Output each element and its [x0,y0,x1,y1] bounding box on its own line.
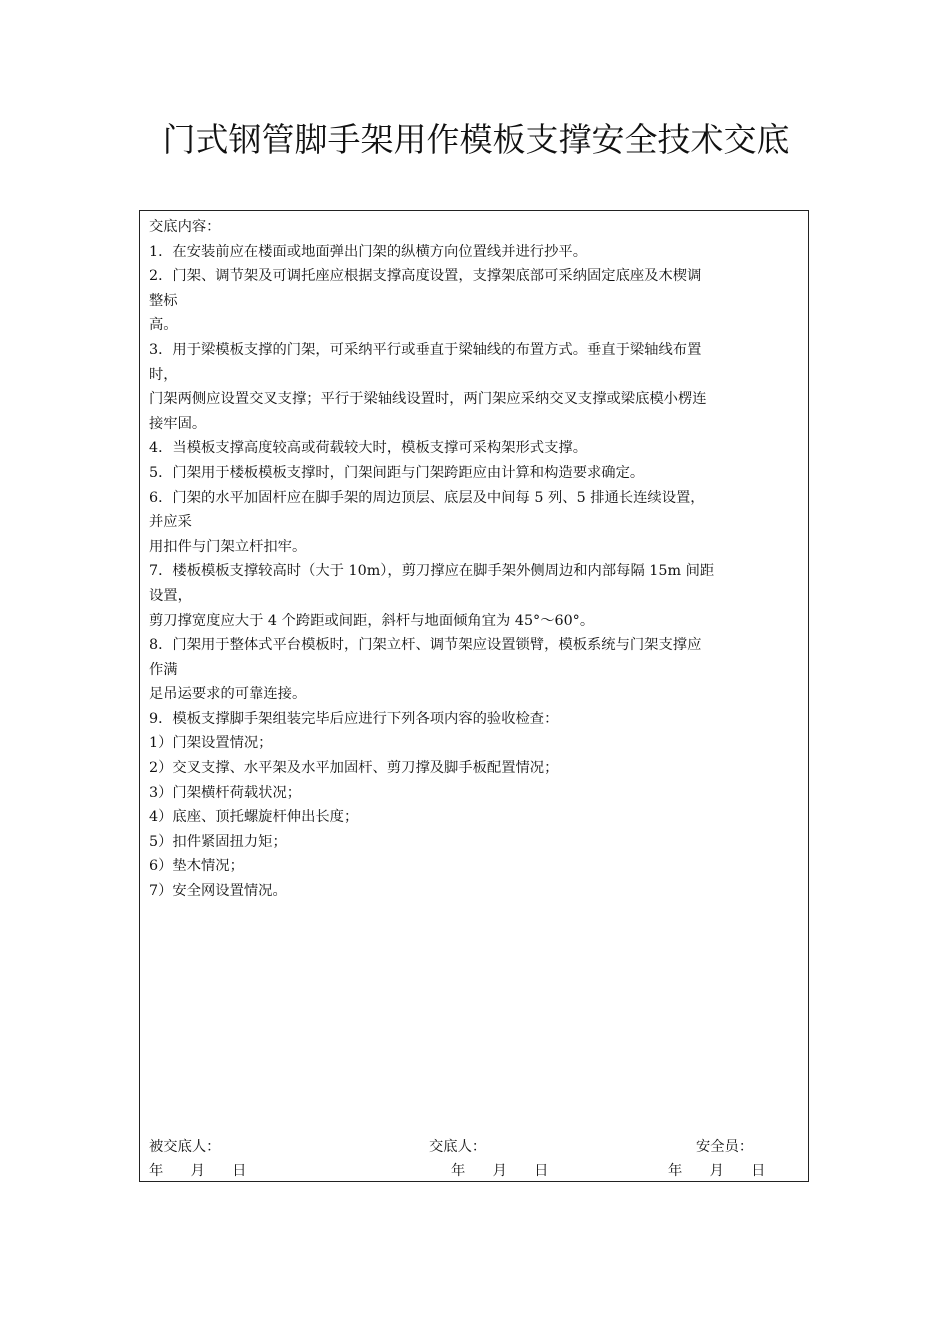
content-line: 门架两侧应设置交叉支撑；平行于梁轴线设置时，两门架应采纳交叉支撑或梁底模小楞连 [149,391,707,408]
discloser-label: 交底人： [429,1139,487,1155]
content-line: 剪刀撑宽度应大于 4 个跨距或间距，斜杆与地面倾角宜为 45°～60°。 [149,612,595,629]
content-line: 整标 [149,292,178,309]
content-line: 5）扣件紧固扭力矩； [149,833,287,850]
content-line: 6）垫木情况； [149,858,244,875]
receiver-date: 年 月 日 [149,1163,247,1179]
content-line: 2）交叉支撑、水平架及水平加固杆、剪刀撑及脚手板配置情况； [149,760,559,777]
content-line: 4．当模板支撑高度较高或荷载较大时，模板支撑可采构架形式支撑。 [149,440,587,457]
content-line: 4）底座、顶托螺旋杆伸出长度； [149,809,359,826]
safety-officer-date: 年 月 日 [668,1163,766,1179]
safety-officer-label: 安全员： [696,1139,754,1155]
content-line: 2．门架、调节架及可调托座应根据支撑高度设置，支撑架底部可采纳固定底座及木楔调 [149,268,702,285]
content-line: 1）门架设置情况； [149,735,273,752]
page-title [140,118,812,162]
receiver-label: 被交底人： [149,1139,221,1155]
content-line: 3）门架横杆荷载状况； [149,784,302,801]
content-line: 用扣件与门架立杆扣牢。 [149,538,307,555]
disclosure-box [139,210,809,1182]
title-text: 门式钢管脚手架用作模板支撑安全技术交底 [162,120,790,159]
disclosure-content [149,215,804,904]
content-line: 5．门架用于楼板模板支撑时，门架间距与门架跨距应由计算和构造要求确定。 [149,464,645,481]
content-line: 并应采 [149,514,192,531]
content-line: 3．用于梁模板支撑的门架，可采纳平行或垂直于梁轴线的布置方式。垂直于梁轴线布置 [149,341,702,358]
content-line: 7）安全网设置情况。 [149,883,287,900]
content-line: 高。 [149,317,178,334]
content-line: 作满 [149,661,178,678]
content-line: 足吊运要求的可靠连接。 [149,686,307,703]
content-line: 9．模板支撑脚手架组装完毕后应进行下列各项内容的验收检查： [149,710,559,727]
content-line: 8．门架用于整体式平台模板时，门架立杆、调节架应设置锁臂，模板系统与门架支撑应 [149,637,702,654]
content-line: 设置， [149,587,192,604]
content-line: 1．在安装前应在楼面或地面弹出门架的纵横方向位置线并进行抄平。 [149,243,587,260]
content-line: 交底内容： [149,219,221,235]
content-line: 7．楼板模板支撑较高时（大于 10m），剪刀撑应在脚手架外侧周边和内部每隔 15m 间距 [149,563,715,580]
content-line: 6．门架的水平加固杆应在脚手架的周边顶层、底层及中间每 5 列、5 排通长连续设置， [149,489,705,506]
content-line: 接牢固。 [149,415,207,432]
discloser-date: 年 月 日 [451,1163,549,1179]
content-line: 时， [149,366,178,383]
